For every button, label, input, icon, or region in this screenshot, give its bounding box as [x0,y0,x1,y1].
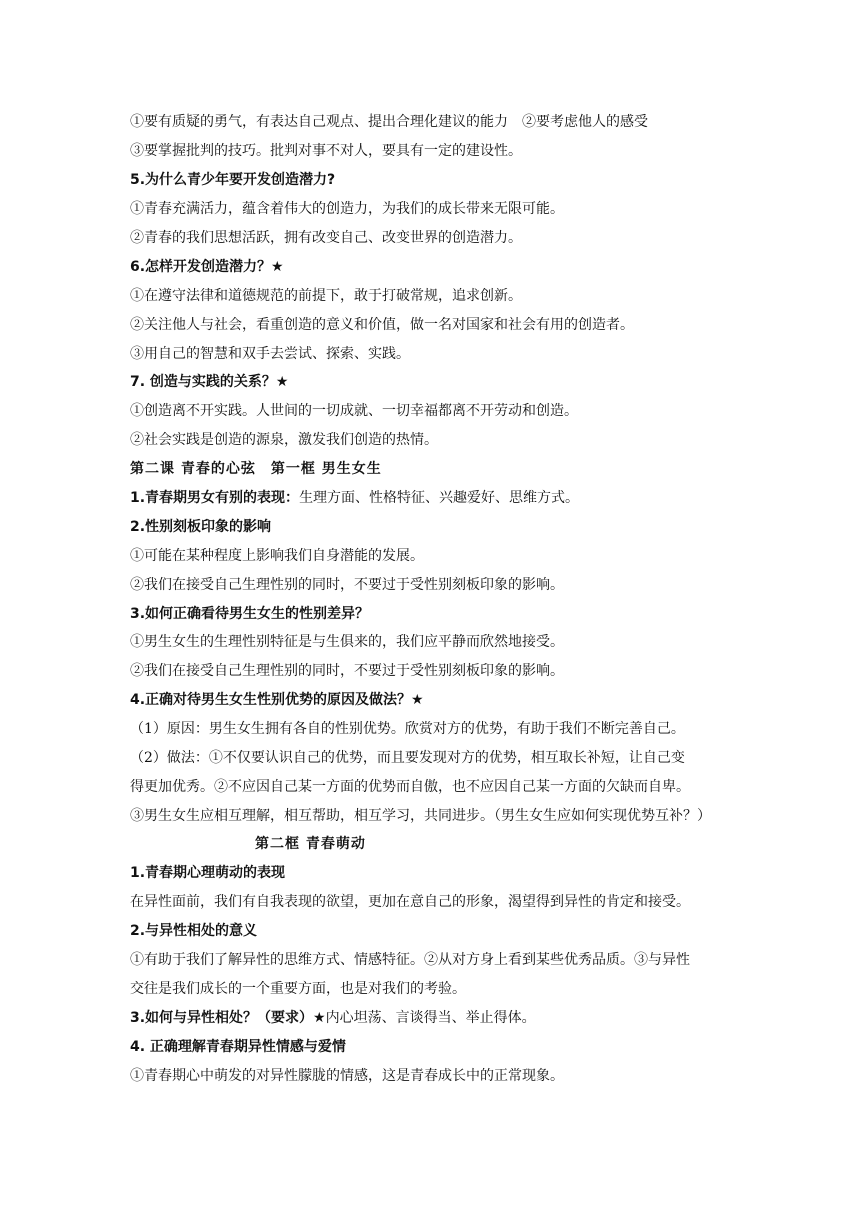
text-line: ③要掌握批判的技巧。批判对事不对人，要具有一定的建设性。 [130,143,522,159]
text-line: ①在遵守法律和道德规范的前提下，敢于打破常规，追求创新。 [130,288,522,304]
text-line: （1）原因：男生女生拥有各自的性别优势。欣赏对方的优势，有助于我们不断完善自己。 [130,721,685,737]
question-label: 3.如何与异性相处？（要求）★ [130,1010,326,1026]
question-label: 1.青春期男女有别的表现： [130,490,300,506]
question-heading: 5.为什么青少年要开发创造潜力? [130,172,336,188]
text-line [130,1004,740,1032]
text-line: ②我们在接受自己生理性别的同时，不要过于受性别刻板印象的影响。 [130,577,564,593]
question-heading: 3.如何正确看待男生女生的性别差异？ [130,606,370,622]
answer-text: 生理方面、性格特征、兴趣爱好、思维方式。 [299,490,580,506]
question-heading: 2.性别刻板印象的影响 [130,519,272,535]
text-line: 交往是我们成长的一个重要方面，也是对我们的考验。 [130,981,466,997]
text-line: ③用自己的智慧和双手去尝试、探索、实践。 [130,346,410,362]
question-heading: 4.正确对待男生女生性别优势的原因及做法？★ [130,692,424,708]
text-line: ②关注他人与社会，看重创造的意义和价值，做一名对国家和社会有用的创造者。 [130,317,634,333]
text-line [130,484,740,512]
text-line: ②社会实践是创造的源泉，激发我们创造的热情。 [130,432,438,448]
question-heading: 2.与异性相处的意义 [130,923,258,939]
question-heading: 6.怎样开发创造潜力？★ [130,259,284,275]
lesson-heading: 第二课 青春的心弦 第一框 男生女生 [130,461,382,477]
question-heading: 4. 正确理解青春期异性情感与爱情 [130,1039,346,1055]
text-line: ①要有质疑的勇气，有表达自己观点、提出合理化建议的能力 ②要考虑他人的感受 [130,114,648,130]
text-line: ①有助于我们了解异性的思维方式、情感特征。②从对方身上看到某些优秀品质。③与异性 [130,952,690,968]
text-line: ①男生女生的生理性别特征是与生俱来的，我们应平静而欣然地接受。 [130,634,564,650]
text-line: 在异性面前，我们有自我表现的欲望，更加在意自己的形象，渴望得到异性的肯定和接受。 [130,894,690,910]
text-line: （2）做法：①不仅要认识自己的优势，而且要发现对方的优势，相互取长补短，让自己变 [130,750,685,766]
text-line: ①可能在某种程度上影响我们自身潜能的发展。 [130,548,424,564]
answer-text: 内心坦荡、言谈得当、举止得体。 [325,1010,536,1026]
text-line: 得更加优秀。②不应因自己某一方面的优势而自傲，也不应因自己某一方面的欠缺而自卑。 [130,779,690,795]
text-line: ②青春的我们思想活跃，拥有改变自己、改变世界的创造潜力。 [130,230,522,246]
text-line: ①青春充满活力，蕴含着伟大的创造力，为我们的成长带来无限可能。 [130,201,564,217]
text-line: ①创造离不开实践。人世间的一切成就、一切幸福都离不开劳动和创造。 [130,403,578,419]
text-line: ③男生女生应相互理解，相互帮助，相互学习，共同进步。（男生女生应如何实现优势互补？） [130,808,711,824]
text-line: ①青春期心中萌发的对异性朦胧的情感，这是青春成长中的正常现象。 [130,1068,564,1084]
text-line: ②我们在接受自己生理性别的同时，不要过于受性别刻板印象的影响。 [130,663,564,679]
question-heading: 1.青春期心理萌动的表现 [130,865,286,881]
question-heading: 7. 创造与实践的关系？★ [130,374,289,390]
section-heading: 第二框 青春萌动 [255,836,366,852]
